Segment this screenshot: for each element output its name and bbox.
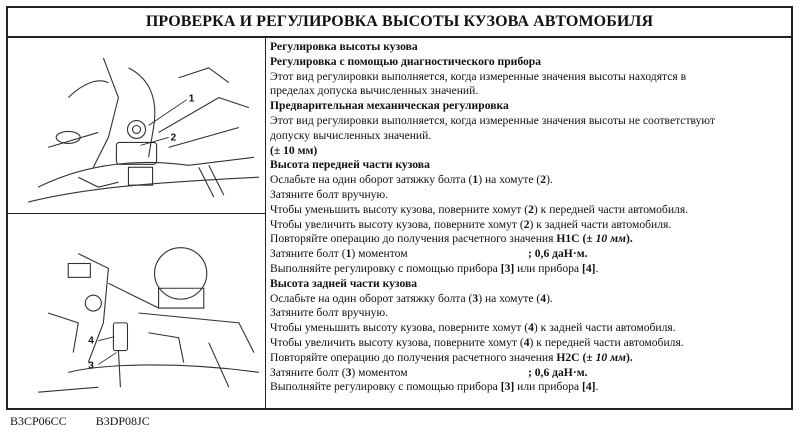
front-step-loosen: Ослабьте на один оборот затяжку болта (1) на хомуте (2). <box>270 173 553 187</box>
front-step-raise: Чтобы увеличить высоту кузова, поверните хомут (2) к задней части автомобиля. <box>270 217 672 231</box>
callout-1: 1 <box>188 93 195 105</box>
document-frame <box>6 6 793 410</box>
section-heading-mechanical: Предварительная механическая регулировка <box>270 99 509 113</box>
figure-code-rear: B3DP08JC <box>95 414 150 428</box>
front-step-repeat: Повторяйте операцию до получения расчетного значения H1C (± 10 мм). <box>270 232 633 246</box>
paragraph-line: Этот вид регулировки выполняется, когда измеренные значения высоты не соответствуют <box>270 113 715 127</box>
section-heading-height-adjustment: Регулировка высоты кузова <box>270 40 418 53</box>
subheading-diagnostic-tool: Регулировка с помощью диагностического прибора <box>270 54 542 68</box>
callout-2: 2 <box>170 132 177 144</box>
front-suspension-drawing <box>8 38 265 213</box>
front-step-tool: Выполняйте регулировку с помощью прибора [3] или прибора [4]. <box>270 261 599 275</box>
figure-code-front: B3CP06CC <box>10 414 67 428</box>
tolerance-note: (± 10 мм) <box>270 143 318 157</box>
rear-step-tool: Выполняйте регулировку с помощью прибора [3] или прибора [4]. <box>270 380 599 394</box>
rear-step-loosen: Ослабьте на один оборот затяжку болта (3) на хомуте (4). <box>270 291 553 305</box>
rear-step-torque: Затяните болт (3) моментом ; 0,6 даН·м. <box>270 365 588 379</box>
paragraph-line: пределах допуска вычисленных значений. <box>270 84 479 98</box>
callout-4: 4 <box>88 335 94 347</box>
figure-column <box>8 38 266 408</box>
figure-codes <box>10 414 176 429</box>
callout-3: 3 <box>88 360 94 372</box>
instructions-text <box>270 40 787 408</box>
rear-step-repeat: Повторяйте операцию до получения расчетного значения H2C (± 10 мм). <box>270 350 633 364</box>
front-suspension-figure <box>8 38 265 214</box>
rear-step-hand-tighten: Затяните болт вручную. <box>270 306 389 320</box>
section-heading-rear: Высота задней части кузова <box>270 276 418 290</box>
page-title: ПРОВЕРКА И РЕГУЛИРОВКА ВЫСОТЫ КУЗОВА АВТОМОБИЛЯ <box>8 8 791 38</box>
section-heading-front: Высота передней части кузова <box>270 158 430 172</box>
rear-step-lower: Чтобы уменьшить высоту кузова, поверните хомут (4) к задней части автомобиля. <box>270 321 676 335</box>
front-step-torque: Затяните болт (1) моментом ; 0,6 даН·м. <box>270 247 588 261</box>
paragraph-line: Этот вид регулировки выполняется, когда измеренные значения высоты находятся в <box>270 69 687 83</box>
front-step-hand-tighten: Затяните болт вручную. <box>270 187 389 201</box>
rear-suspension-figure <box>8 214 265 408</box>
paragraph-line: допуску вычисленных значений. <box>270 128 432 142</box>
rear-step-raise: Чтобы увеличить высоту кузова, поверните хомут (4) к передней части автомобиля. <box>270 335 684 349</box>
front-step-lower: Чтобы уменьшить высоту кузова, поверните хомут (2) к передней части автомобиля. <box>270 202 689 216</box>
rear-suspension-drawing <box>8 214 265 408</box>
